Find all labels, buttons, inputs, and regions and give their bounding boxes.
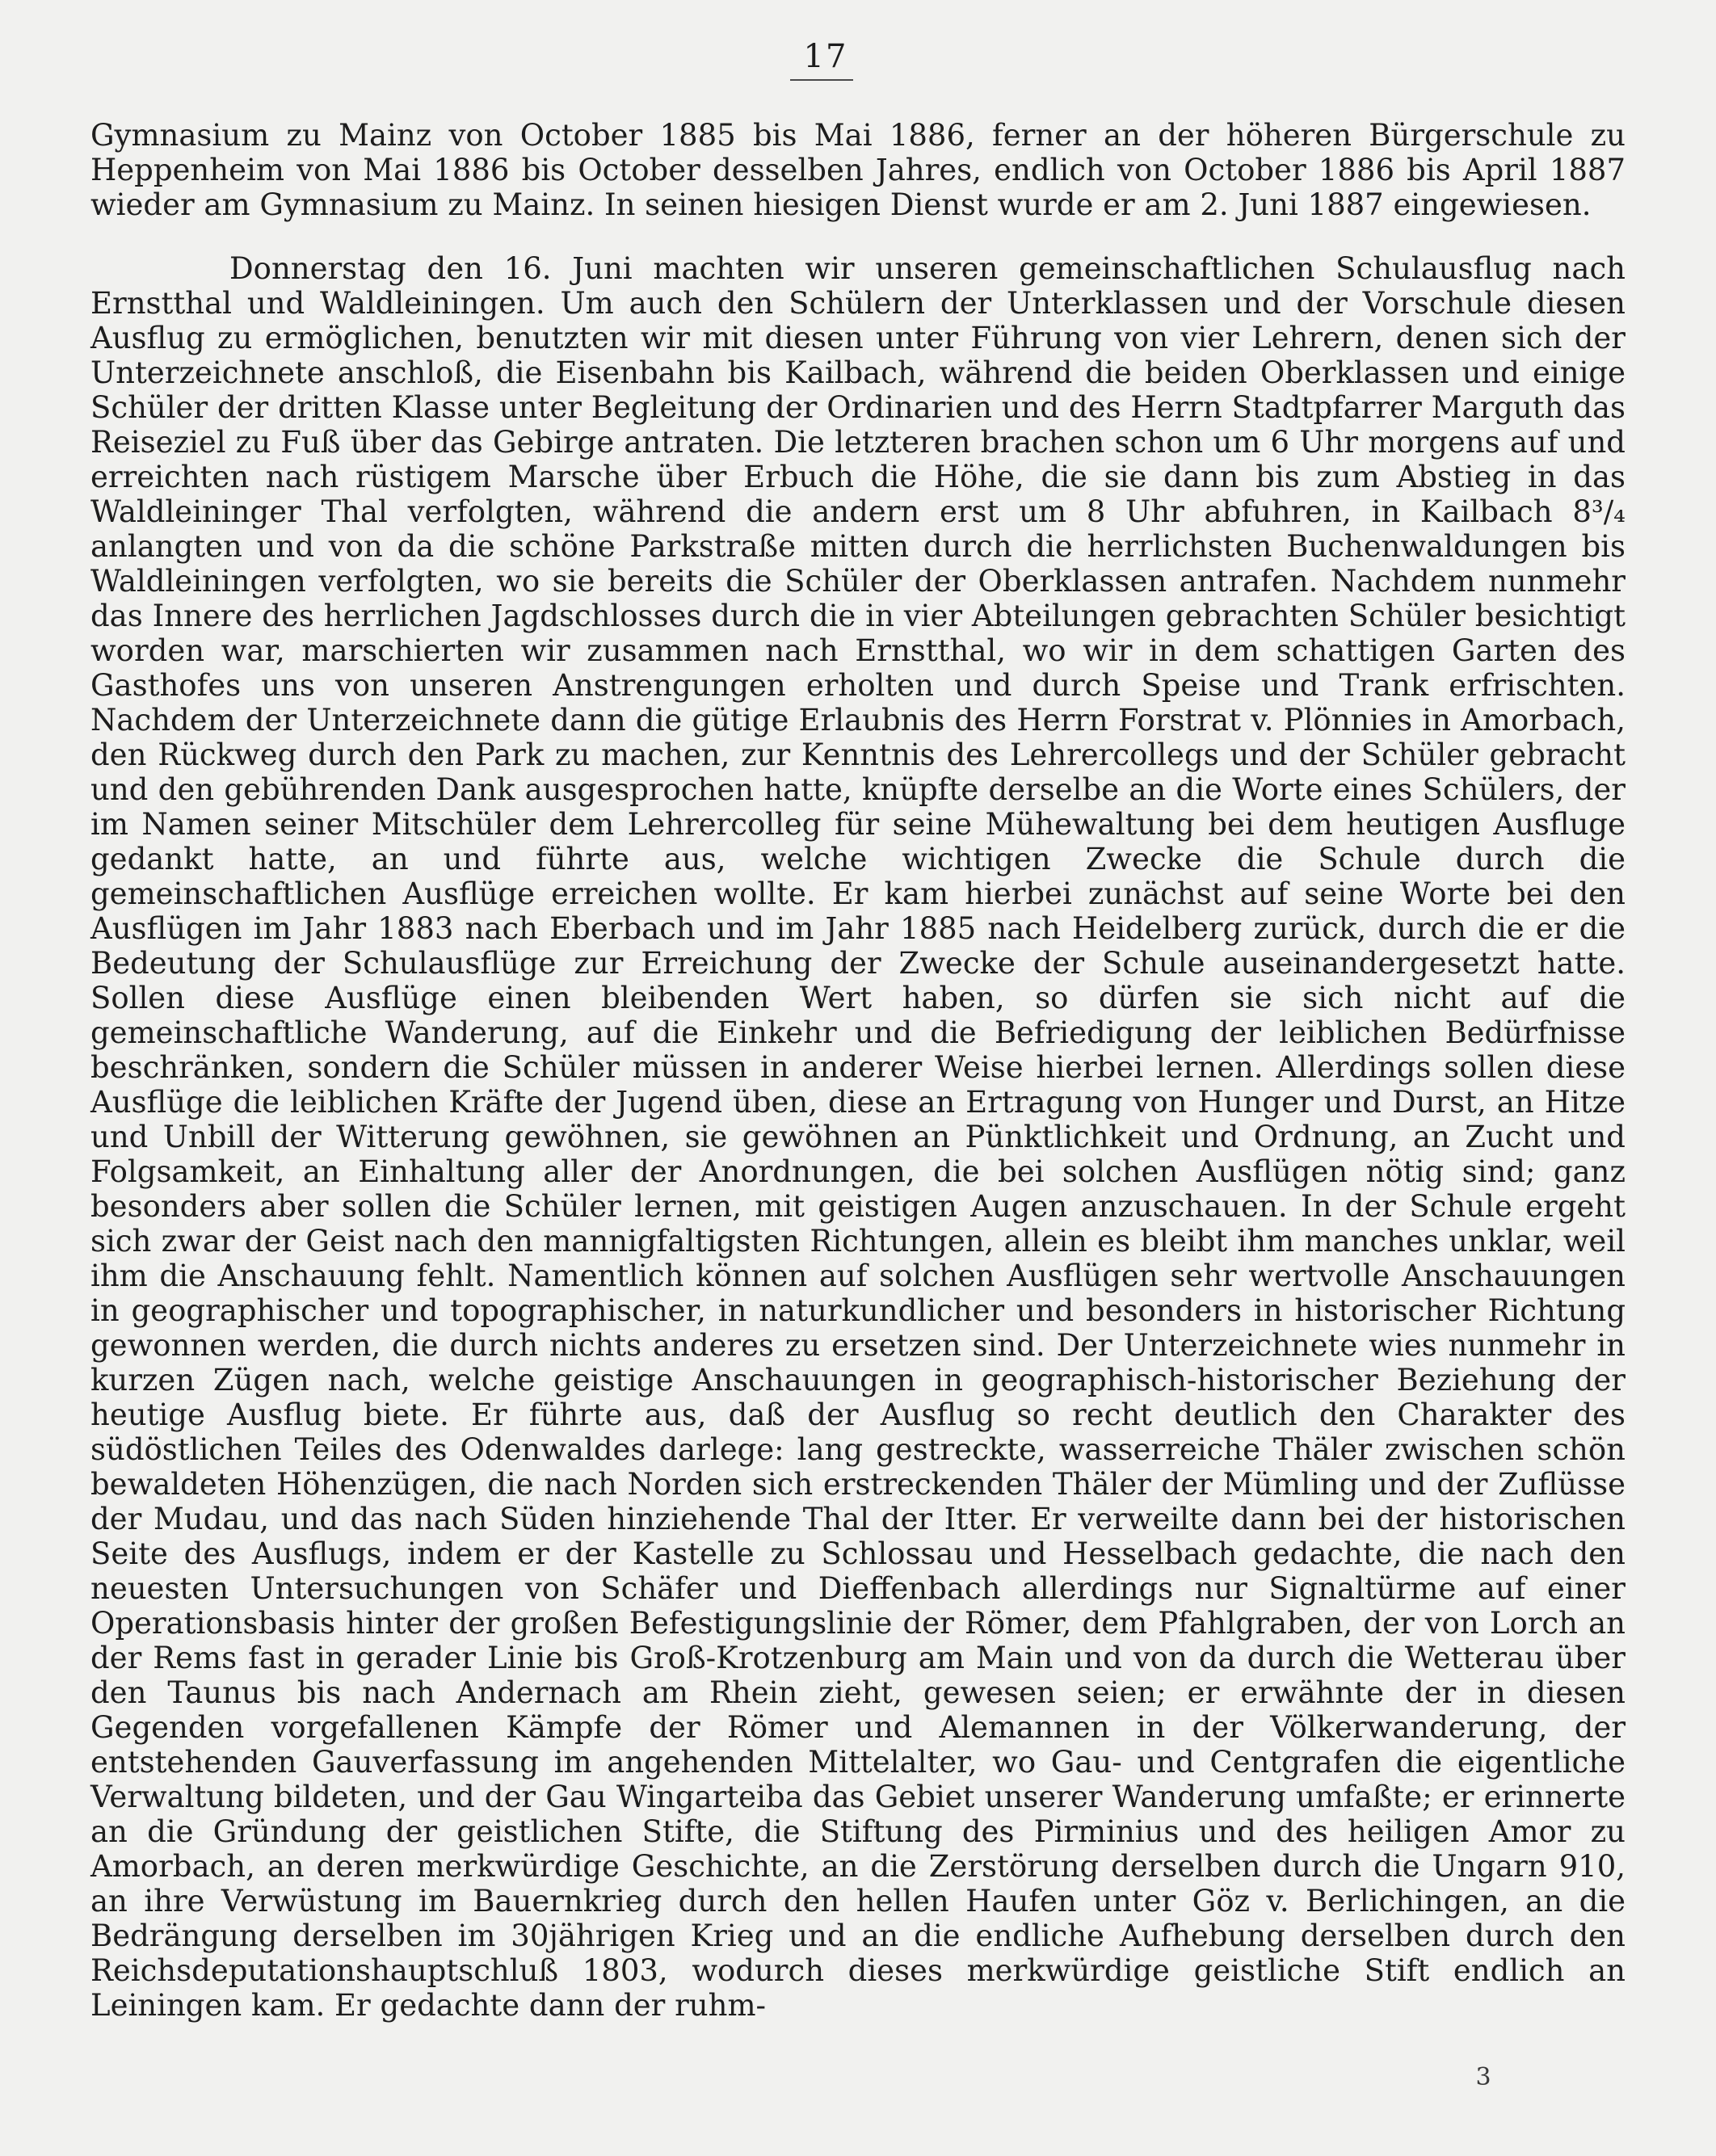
body-text xyxy=(90,118,1626,2023)
printer-signature-mark: 3 xyxy=(1475,2063,1491,2091)
paragraph-biography-continuation: Gymnasium zu Mainz von October 1885 bis Mai 1886, ferner an der höheren Bürgerschule zu Heppenheim von Mai 1886 bis October desselben Jahres, endlich von October 1886 bis April 1887 wieder am Gymnasium zu Mainz. In seinen hiesigen Dienst wurde er am 2. Juni 1887 eingewiesen. xyxy=(90,118,1626,222)
page-number: 17 xyxy=(803,38,848,75)
paragraph-school-excursion: Donnerstag den 16. Juni machten wir unseren gemeinschaftlichen Schulausflug nach Ernstthal und Waldleiningen. Um auch den Schülern der Unterklassen und der Vorschule diesen Ausflug zu ermöglichen, benutzten wir mit diesen unter Führung von vier Lehrern, denen sich der Unterzeichnete anschloß, die Eisenbahn bis Kailbach, während die beiden Oberklassen und einige Schüler der dritten Klasse unter Begleitung der Ordinarien und des Herrn Stadtpfarrer Marguth das Reiseziel zu Fuß über das Gebirge antraten. Die letzteren brachen schon um 6 Uhr morgens auf und erreichten nach rüstigem Marsche über Erbuch die Höhe, die sie dann bis zum Abstieg in das Waldleininger Thal verfolgten, während die andern erst um 8 Uhr abfuhren, in Kailbach 8³/₄ anlangten und von da die schöne Parkstraße mitten durch die herrlichsten Buchenwaldungen bis Waldleiningen verfolgten, wo sie bereits die Schüler der Oberklassen antrafen. Nachdem nunmehr das Innere des herrlichen Jagdschlosses durch die in vier Abteilungen gebrachten Schüler besichtigt worden war, marschierten wir zusammen nach Ernstthal, wo wir in dem schattigen Garten des Gasthofes uns von unseren Anstrengungen erholten und durch Speise und Trank erfrischten. Nachdem der Unterzeichnete dann die gütige Erlaubnis des Herrn Forstrat v. Plönnies in Amorbach, den Rückweg durch den Park zu machen, zur Kenntnis des Lehrercollegs und der Schüler gebracht und den gebührenden Dank ausgesprochen hatte, knüpfte derselbe an die Worte eines Schülers, der im Namen seiner Mitschüler dem Lehrercolleg für seine Mühewaltung bei dem heutigen Ausfluge gedankt hatte, an und führte aus, welche wichtigen Zwecke die Schule durch die gemeinschaftlichen Ausflüge erreichen wollte. Er kam hierbei zunächst auf seine Worte bei den Ausflügen im Jahr 1883 nach Eberbach und im Jahr 1885 nach Heidelberg zurück, durch die er die Bedeutung der Schulausflüge zur Erreichung der Zwecke der Schule auseinandergesetzt hatte. Sollen diese Ausflüge einen bleibenden Wert haben, so dürfen sie sich nicht auf die gemeinschaftliche Wanderung, auf die Einkehr und die Befriedigung der leiblichen Bedürfnisse beschränken, sondern die Schüler müssen in anderer Weise hierbei lernen. Allerdings sollen diese Ausflüge die leiblichen Kräfte der Jugend üben, diese an Ertragung von Hunger und Durst, an Hitze und Unbill der Witterung gewöhnen, sie gewöhnen an Pünktlichkeit und Ordnung, an Zucht und Folgsamkeit, an Einhaltung aller der Anordnungen, die bei solchen Ausflügen nötig sind; ganz besonders aber sollen die Schüler lernen, mit geistigen Augen anzuschauen. In der Schule ergeht sich zwar der Geist nach den mannigfaltigsten Richtungen, allein es bleibt ihm manches unklar, weil ihm die Anschauung fehlt. Namentlich können auf solchen Ausflügen sehr wertvolle Anschauungen in geographischer und topographischer, in naturkundlicher und besonders in historischer Richtung gewonnen werden, die durch nichts anderes zu ersetzen sind. Der Unterzeichnete wies nunmehr in kurzen Zügen nach, welche geistige Anschauungen in geographisch-historischer Beziehung der heutige Ausflug biete. Er führte aus, daß der Ausflug so recht deutlich den Charakter des südöstlichen Teiles des Odenwaldes darlege: lang gestreckte, wasserreiche Thäler zwischen schön bewaldeten Höhenzügen, die nach Norden sich erstreckenden Thäler der Mümling und der Zuflüsse der Mudau, und das nach Süden hinziehende Thal der Itter. Er verweilte dann bei der historischen Seite des Ausflugs, indem er der Kastelle zu Schlossau und Hesselbach gedachte, die nach den neuesten Untersuchungen von Schäfer und Dieffenbach allerdings nur Signaltürme auf einer Operationsbasis hinter der großen Befestigungslinie der Römer, dem Pfahlgraben, der von Lorch an der Rems fast in gerader Linie bis Groß-Krotzenburg am Main und von da durch die Wetterau über den Taunus bis nach Andernach am Rhein zieht, gewesen seien; er erwähnte der in diesen Gegenden vorgefallenen Kämpfe der Römer und Alemannen in der Völkerwanderung, der entstehenden Gauverfassung im angehenden Mittelalter, wo Gau- und Centgrafen die eigentliche Verwaltung bildeten, und der Gau Wingarteiba das Gebiet unserer Wanderung umfaßte; er erinnerte an die Gründung der geistlichen Stifte, die Stiftung des Pirminius und des heiligen Amor zu Amorbach, an deren merkwürdige Geschichte, an die Zerstörung derselben durch die Ungarn 910, an ihre Verwüstung im Bauernkrieg durch den hellen Haufen unter Göz v. Berlichingen, an die Bedrängung derselben im 30jährigen Krieg und an die endliche Aufhebung derselben durch den Reichsdeputationshauptschluß 1803, wodurch dieses merkwürdige geistliche Stift endlich an Leiningen kam. Er gedachte dann der ruhm- xyxy=(90,251,1626,2023)
page-number-rule xyxy=(790,79,853,81)
